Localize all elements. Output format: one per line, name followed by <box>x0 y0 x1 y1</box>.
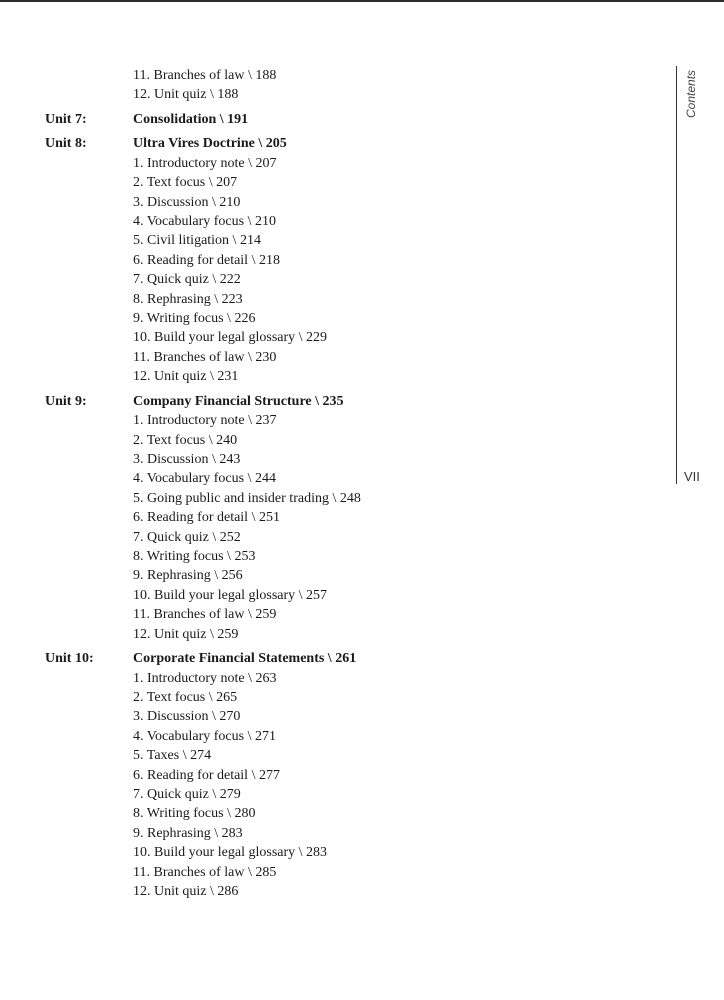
toc-entry: 6. Reading for detail \ 251 <box>133 510 280 526</box>
toc-entry: 12. Unit quiz \ 259 <box>133 626 239 642</box>
toc-entry: 6. Reading for detail \ 277 <box>133 767 280 783</box>
unit-body <box>133 66 670 105</box>
toc-entry: 11. Branches of law \ 188 <box>133 68 277 83</box>
toc-entry: 10. Build your legal glossary \ 257 <box>133 587 328 603</box>
toc-unit <box>0 110 670 130</box>
toc-entry: 6. Reading for detail \ 218 <box>133 252 280 268</box>
toc-entry: 8. Rephrasing \ 223 <box>133 291 243 307</box>
toc-entry: 4. Vocabulary focus \ 210 <box>133 214 276 230</box>
toc-entry: 5. Taxes \ 274 <box>133 748 212 764</box>
toc-entry: 9. Rephrasing \ 256 <box>133 568 243 584</box>
unit-body <box>133 134 670 386</box>
toc-entry: 5. Going public and insider trading \ 248 <box>133 490 361 506</box>
toc-entry: 2. Text focus \ 240 <box>133 432 238 448</box>
toc-unit <box>0 66 670 105</box>
toc-unit <box>0 134 670 386</box>
toc-entry: 1. Introductory note \ 207 <box>133 155 277 171</box>
toc-entry: 12. Unit quiz \ 286 <box>133 884 239 900</box>
toc-entry: 11. Branches of law \ 230 <box>133 349 277 365</box>
toc-entry: 7. Quick quiz \ 279 <box>133 787 241 802</box>
toc-entry: 3. Discussion \ 243 <box>133 452 241 467</box>
unit-title: Corporate Financial Statements \ 261 <box>133 651 357 667</box>
toc-unit <box>0 649 670 901</box>
toc-entry: 7. Quick quiz \ 252 <box>133 529 241 545</box>
unit-title: Consolidation \ 191 <box>133 111 249 127</box>
toc-entry: 10. Build your legal glossary \ 283 <box>133 845 328 861</box>
toc-entry: 5. Civil litigation \ 214 <box>133 233 261 249</box>
toc-entry: 3. Discussion \ 210 <box>133 194 241 210</box>
margin-rule <box>676 66 677 484</box>
toc-entry: 11. Branches of law \ 259 <box>133 607 277 623</box>
unit-label: Unit 8: <box>45 136 87 152</box>
toc-entry: 7. Quick quiz \ 222 <box>133 272 241 288</box>
toc-entry: 9. Rephrasing \ 283 <box>133 825 243 841</box>
unit-body <box>133 649 670 901</box>
toc-entry: 12. Unit quiz \ 231 <box>133 369 239 385</box>
toc-entry: 2. Text focus \ 207 <box>133 175 238 191</box>
page-number: VII <box>684 469 700 484</box>
unit-label: Unit 9: <box>45 393 87 409</box>
toc-entry: 3. Discussion \ 270 <box>133 709 241 725</box>
toc-entry: 1. Introductory note \ 237 <box>133 413 277 429</box>
toc-entry: 4. Vocabulary focus \ 244 <box>133 471 276 487</box>
top-rule <box>0 0 724 2</box>
toc-entry: 11. Branches of law \ 285 <box>133 864 277 880</box>
unit-label: Unit 7: <box>45 111 87 127</box>
toc-entry: 12. Unit quiz \ 188 <box>133 87 239 103</box>
toc-entry: 1. Introductory note \ 263 <box>133 670 277 686</box>
unit-label: Unit 10: <box>45 651 94 667</box>
unit-title: Ultra Vires Doctrine \ 205 <box>133 136 287 152</box>
toc-entry: 4. Vocabulary focus \ 271 <box>133 728 276 744</box>
toc-entry: 9. Writing focus \ 226 <box>133 311 256 327</box>
unit-title: Company Financial Structure \ 235 <box>133 393 344 409</box>
toc-entry: 8. Writing focus \ 253 <box>133 549 256 565</box>
table-of-contents <box>0 66 670 901</box>
unit-body <box>133 392 670 644</box>
toc-unit <box>0 392 670 644</box>
toc-entry: 10. Build your legal glossary \ 229 <box>133 330 328 346</box>
toc-entry: 8. Writing focus \ 280 <box>133 806 256 822</box>
toc-entry: 2. Text focus \ 265 <box>133 689 238 705</box>
running-head: Contents <box>684 70 698 119</box>
unit-body <box>133 110 670 130</box>
